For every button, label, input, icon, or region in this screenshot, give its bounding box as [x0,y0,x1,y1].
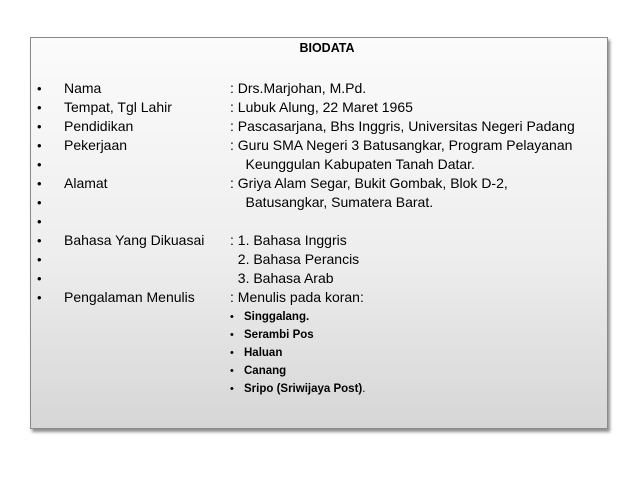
bullet-icon: • [230,329,234,341]
bullet-icon: • [230,311,234,323]
trailing-period: . [362,383,366,395]
list-item [31,250,607,269]
bullet-icon: • [37,271,42,286]
field-value: : 1. Bahasa Inggris [230,232,347,248]
field-value: : Guru SMA Negeri 3 Batusangkar, Program Pelayanan [230,137,573,153]
field-value: Keunggulan Kabupaten Tanah Datar. [230,156,475,172]
field-label: Pekerjaan [64,137,128,153]
list-item [31,155,607,174]
newspaper-name: Serambi Pos [244,329,314,341]
list-item [31,174,607,193]
bullet-icon: • [230,383,234,395]
field-label: Pengalaman Menulis [64,289,195,305]
newspaper-item [230,345,282,362]
list-item [31,136,607,155]
newspaper-item [230,363,286,380]
field-value: : Menulis pada koran: [230,289,364,305]
field-value: Batusangkar, Sumatera Barat. [230,194,434,210]
field-value: : Drs.Marjohan, M.Pd. [230,80,367,96]
field-label: Bahasa Yang Dikuasai [64,232,205,248]
list-item [31,288,607,307]
bullet-icon: • [37,119,42,134]
newspaper-item [230,309,309,326]
list-item [31,117,607,136]
bullet-icon: • [37,233,42,248]
newspaper-name: Haluan [244,347,283,359]
field-value: : Griya Alam Segar, Bukit Gombak, Blok D-2, [230,175,508,191]
bullet-icon: • [37,176,42,191]
field-label: Tempat, Tgl Lahir [64,99,172,115]
bullet-icon: • [230,347,234,359]
bullet-icon: • [37,100,42,115]
field-value: : Lubuk Alung, 22 Maret 1965 [230,99,413,115]
bullet-icon: • [37,290,42,305]
bullet-icon: • [37,195,42,210]
bullet-icon: • [37,157,42,172]
list-item [31,231,607,250]
field-label: Nama [64,80,102,96]
list-item [31,79,607,98]
list-item [31,98,607,117]
newspaper-name: Canang [244,365,287,377]
bullet-icon: • [37,252,42,267]
field-label: Alamat [64,175,108,191]
field-label: Pendidikan [64,118,134,134]
newspaper-name: Singgalang. [244,311,310,323]
newspaper-item [230,327,314,344]
list-item [31,269,607,288]
newspaper-item [230,381,365,398]
biodata-slide [30,37,608,429]
list-item [31,193,607,212]
bullet-icon: • [37,214,42,229]
newspaper-name: Sripo (Sriwijaya Post) [244,383,363,395]
field-value: : Pascasarjana, Bhs Inggris, Universitas Negeri Padang [230,118,575,134]
bullet-icon: • [37,81,42,96]
page-title: BIODATA [299,41,355,55]
bullet-icon: • [230,365,234,377]
list-item [31,212,607,231]
field-value: 3. Bahasa Arab [230,270,334,286]
bullet-icon: • [37,138,42,153]
field-value: 2. Bahasa Perancis [230,251,360,267]
